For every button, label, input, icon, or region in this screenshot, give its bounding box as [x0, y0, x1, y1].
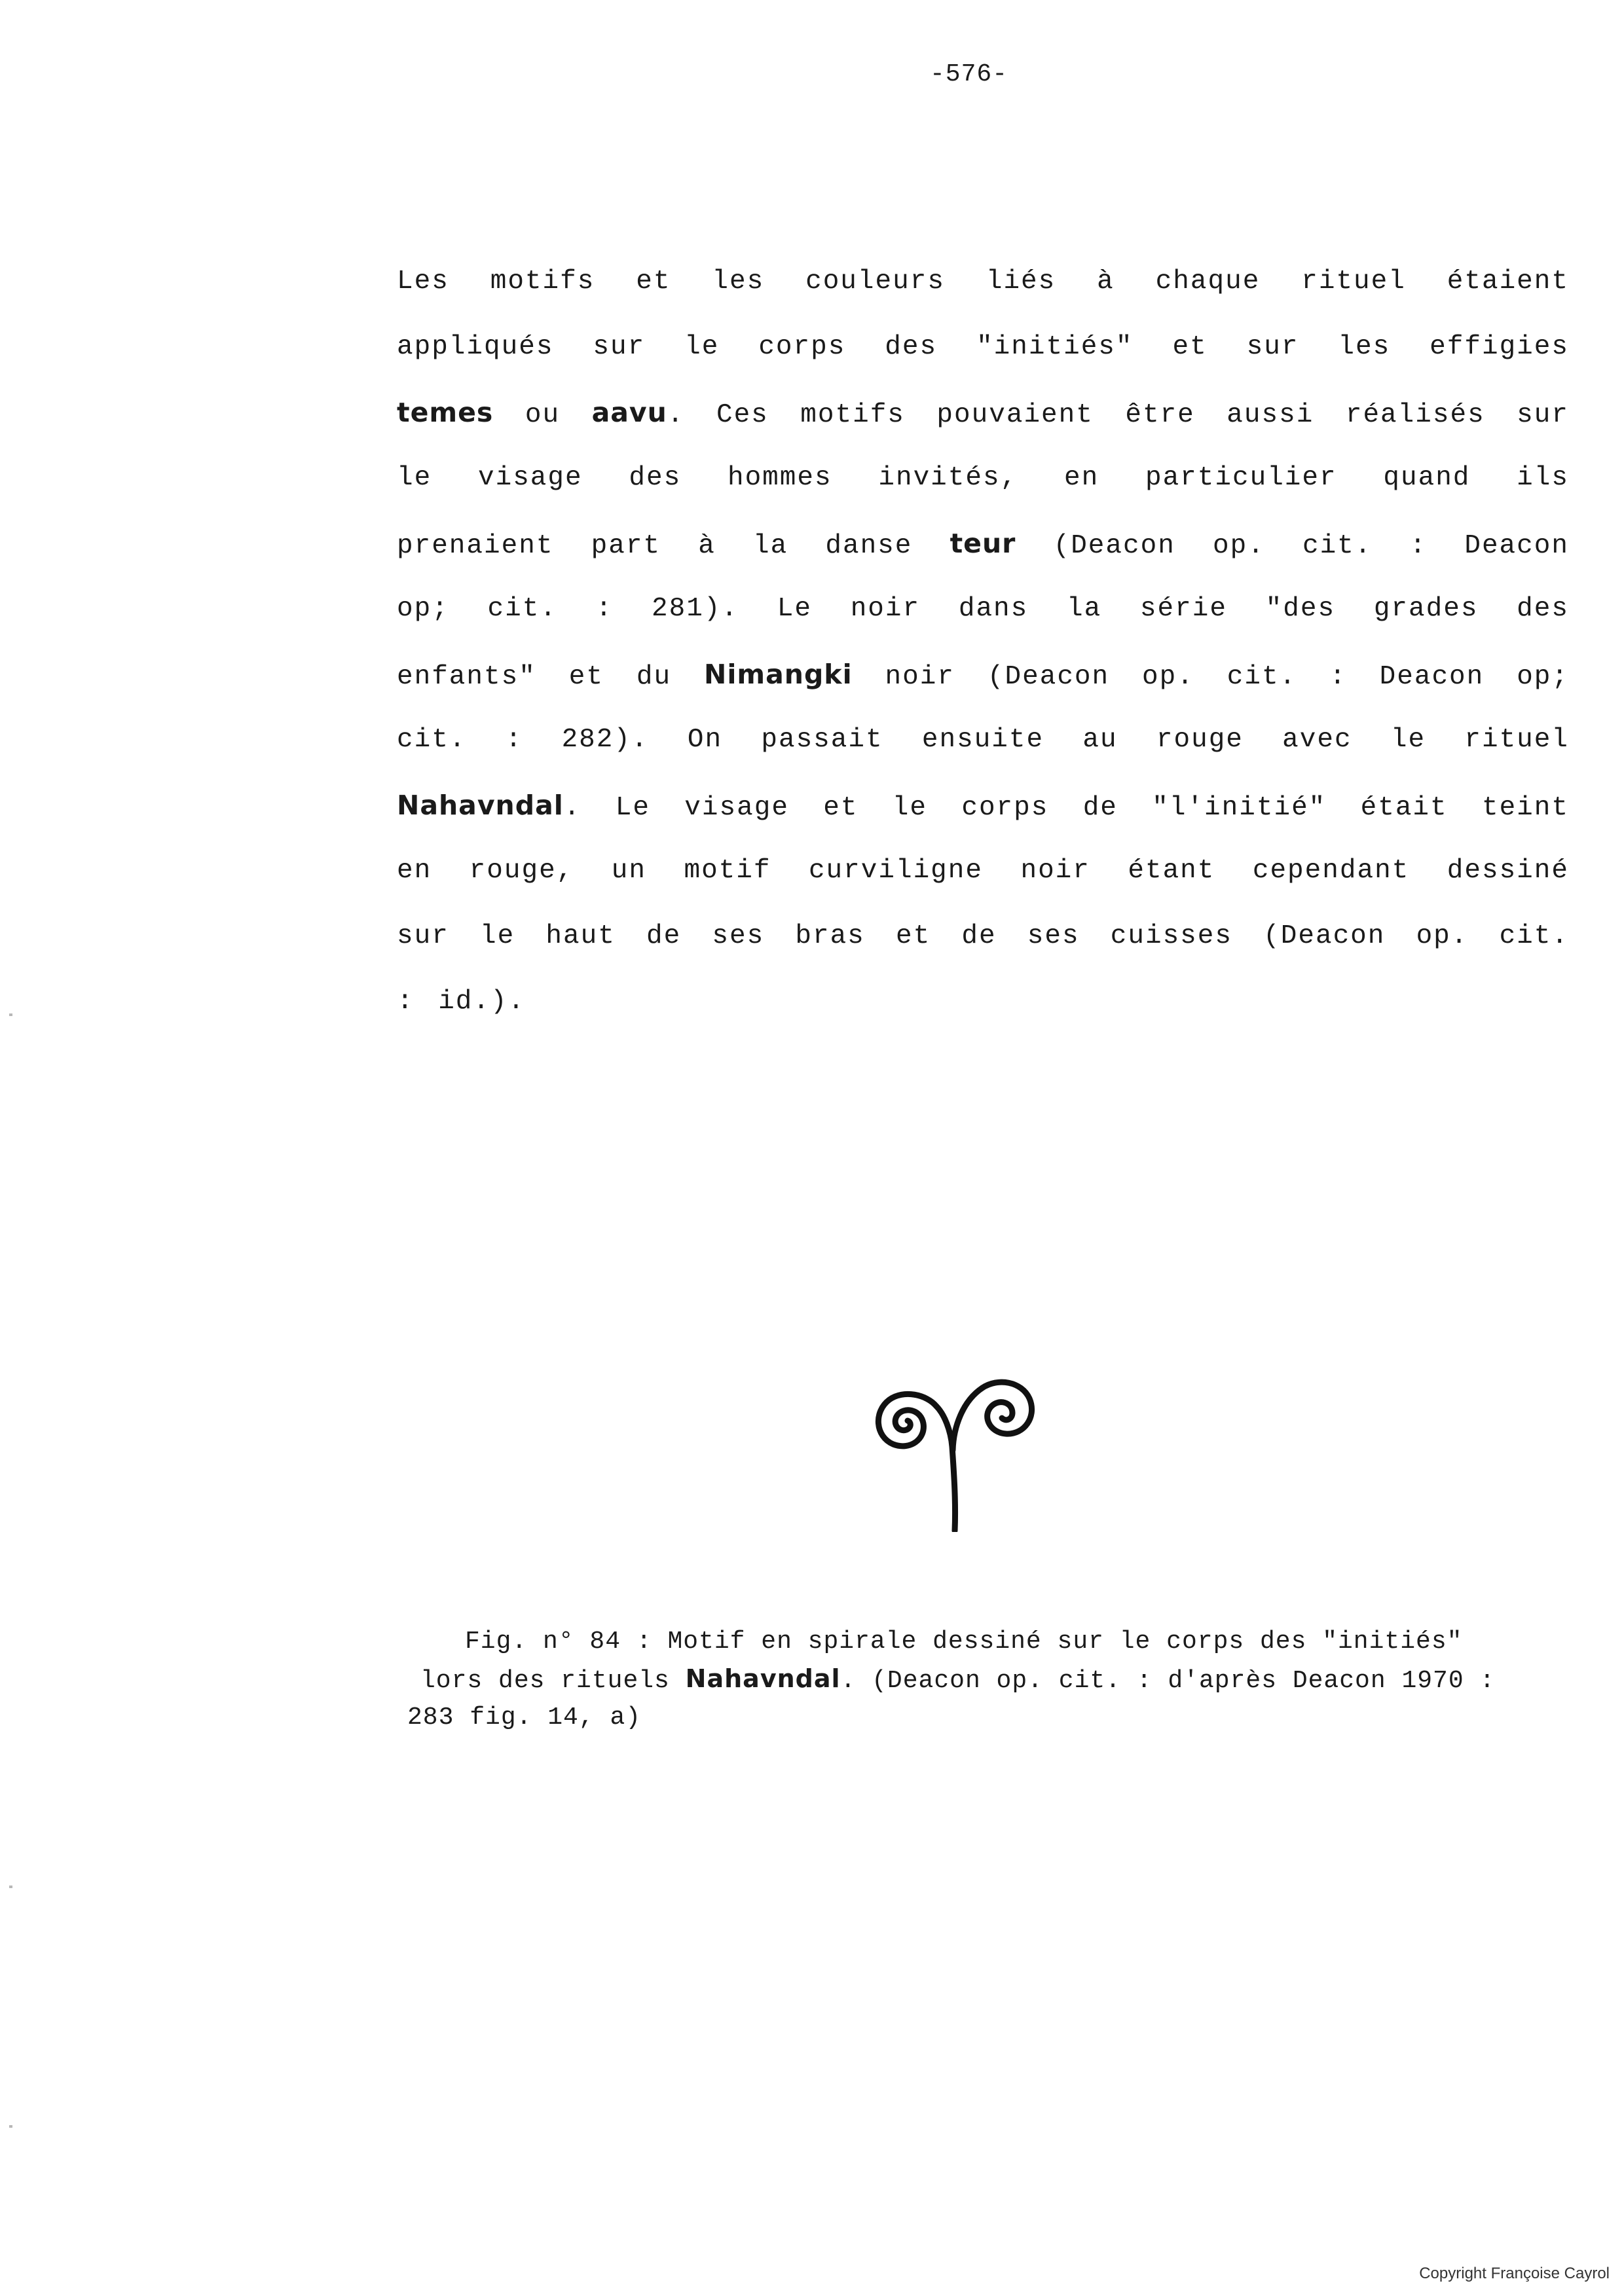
paragraph-line	[397, 380, 1569, 445]
text-run: lors des rituels	[420, 1667, 686, 1695]
copyright-notice: Copyright Françoise Cayrol	[1419, 2265, 1610, 2282]
text-run: en rouge, un motif curviligne noir étant cependant dessiné	[397, 856, 1569, 886]
paragraph-line	[397, 445, 1569, 511]
caption-line	[399, 1660, 1545, 1700]
text-run: . (Deacon op. cit. : d'après Deacon 1970 :	[840, 1667, 1496, 1695]
text-run: Les motifs et les couleurs liés à chaque rituel étaient	[397, 266, 1569, 297]
text-run: . Le visage et le corps de "l'initié" était teint	[563, 793, 1569, 823]
text-run: prenaient part à la danse	[397, 531, 950, 561]
text-run: : id.).	[397, 987, 526, 1017]
text-run: noir (Deacon op. cit. : Deacon op;	[852, 662, 1570, 692]
text-run: cit. : 282). On passait ensuite au rouge avec le rituel	[397, 725, 1569, 755]
paragraph-line	[397, 773, 1569, 838]
text-run: Fig. n° 84 : Motif en spirale dessiné sur le corps des "initiés"	[465, 1628, 1463, 1656]
body-paragraph	[397, 249, 1569, 1034]
bold-term: teur	[950, 528, 1016, 559]
paragraph-line	[397, 707, 1569, 773]
paragraph-line	[397, 838, 1569, 903]
text-run: le visage des hommes invités, en particulier quand ils	[397, 463, 1569, 493]
text-run: appliqués sur le corps des "initiés" et sur les effigies	[397, 332, 1569, 362]
figure-caption	[399, 1624, 1545, 1736]
text-run: 283 fig. 14, a)	[407, 1704, 642, 1732]
text-run: op; cit. : 281). Le noir dans la série "des grades des	[397, 594, 1569, 624]
caption-line	[399, 1624, 1545, 1660]
scan-speck	[9, 1013, 12, 1016]
page-number: -576-	[930, 60, 1008, 88]
paragraph-line	[397, 969, 1569, 1034]
bold-term: Nahavndal	[397, 790, 564, 821]
paragraph-line	[397, 249, 1569, 314]
text-run: ou	[493, 400, 592, 430]
spiral-motif-icon	[858, 1349, 1054, 1532]
spiral-motif-figure	[858, 1349, 1054, 1532]
text-run: (Deacon op. cit. : Deacon	[1016, 531, 1569, 561]
bold-term: Nimangki	[704, 659, 853, 690]
scan-speck	[9, 1886, 12, 1888]
paragraph-line	[397, 903, 1569, 969]
bold-term: aavu	[591, 397, 667, 428]
caption-line	[399, 1700, 1545, 1736]
paragraph-line	[397, 314, 1569, 380]
paragraph-line	[397, 642, 1569, 707]
bold-term: Nahavndal	[685, 1664, 841, 1693]
text-run: . Ces motifs pouvaient être aussi réalisés sur	[667, 400, 1569, 430]
paragraph-line	[397, 576, 1569, 642]
text-run: enfants" et du	[397, 662, 705, 692]
bold-term: temes	[397, 397, 494, 428]
paragraph-line	[397, 511, 1569, 576]
scan-speck	[9, 2125, 12, 2128]
text-run: sur le haut de ses bras et de ses cuisses (Deacon op. cit.	[397, 921, 1569, 951]
